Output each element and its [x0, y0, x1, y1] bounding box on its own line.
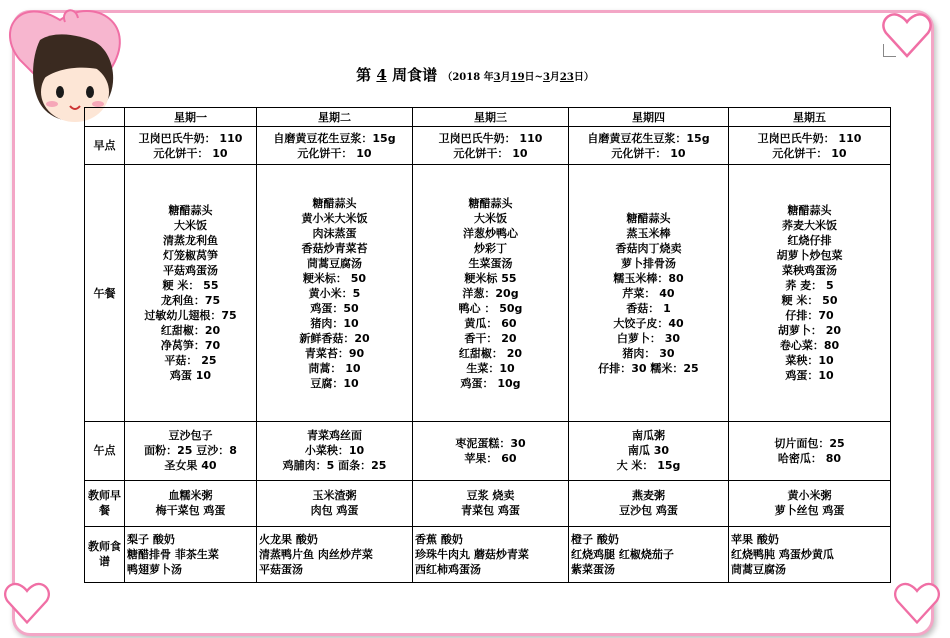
meal-cell — [257, 422, 413, 480]
header-row — [85, 108, 891, 127]
menu-line: 灯笼椒莴笋 — [163, 249, 218, 263]
menu-line: 肉包 鸡蛋 — [310, 504, 359, 518]
meal-cell — [257, 127, 413, 165]
meal-cell — [257, 165, 413, 422]
menu-line: 大米饭 — [174, 219, 207, 233]
meal-cell — [729, 526, 891, 582]
menu-line: 净莴笋：70 — [160, 339, 221, 353]
menu-line: 青菜包 鸡蛋 — [461, 504, 520, 518]
title-day-sep: 日~ — [524, 72, 543, 83]
menu-line: 元化饼干： 10 — [153, 146, 228, 160]
menu-line: 茼蒿： 10 — [308, 361, 361, 375]
menu-line: 平菇： 25 — [164, 354, 217, 368]
menu-line: 西红柿鸡蛋汤 — [415, 562, 481, 576]
menu-line: 红烧仔排 — [787, 234, 832, 248]
menu-line: 萝卜丝包 鸡蛋 — [774, 504, 845, 518]
title-prefix: 第 — [356, 66, 372, 84]
meal-cell — [729, 165, 891, 422]
title-label: 周食谱 — [392, 66, 438, 84]
meal-cell — [569, 422, 729, 480]
menu-line: 大饺子皮：40 — [613, 316, 684, 330]
menu-line: 白萝卜： 30 — [616, 331, 681, 345]
menu-line: 猪肉： 30 — [622, 346, 675, 360]
breakfast-row — [85, 127, 891, 165]
meal-cell — [729, 480, 891, 526]
meal-cell — [413, 422, 569, 480]
menu-line: 鸭心 ： 50g — [458, 301, 523, 315]
teacher-meal-row — [85, 526, 891, 582]
row-label-lunch: 午餐 — [85, 165, 125, 422]
menu-line: 菜秧：10 — [785, 354, 834, 368]
menu-line: 香菇炒青菜苔 — [301, 241, 368, 255]
meal-cell — [257, 480, 413, 526]
menu-line: 糯玉米棒：80 — [613, 271, 684, 285]
menu-line: 洋葱：20g — [462, 286, 519, 300]
menu-line: 糖醋蒜头 — [168, 204, 213, 218]
menu-line: 糖醋蒜头 — [312, 196, 357, 210]
day-header: 星期三 — [413, 108, 569, 127]
heart-icon — [892, 578, 942, 628]
menu-line: 青菜鸡丝面 — [307, 429, 362, 443]
menu-line: 苹果： 60 — [464, 451, 517, 465]
menu-line: 小菜秧：10 — [304, 444, 365, 458]
menu-line: 芹菜： 40 — [622, 286, 675, 300]
meal-cell — [125, 127, 257, 165]
menu-line: 香蕉 酸奶 — [415, 532, 463, 546]
meal-cell — [257, 526, 413, 582]
menu-line: 炒彩丁 — [474, 241, 507, 255]
menu-line: 蒸玉米棒 — [626, 226, 671, 240]
teacher-breakfast-row — [85, 480, 891, 526]
meal-cell — [413, 480, 569, 526]
row-label-teacher-meal: 教师食谱 — [85, 526, 125, 582]
menu-line: 香干： 20 — [464, 331, 517, 345]
lunch-row — [85, 165, 891, 422]
menu-line: 切片面包：25 — [774, 436, 845, 450]
menu-line: 糖醋排骨 菲茶生菜 — [127, 547, 219, 561]
menu-line: 火龙果 酸奶 — [259, 532, 318, 546]
menu-line: 红烧鸭肫 鸡蛋炒黄瓜 — [731, 547, 834, 561]
meal-cell — [729, 422, 891, 480]
menu-line: 枣泥蛋糕：30 — [455, 436, 526, 450]
day-header: 星期一 — [125, 108, 257, 127]
menu-line: 大米饭 — [474, 211, 507, 225]
menu-line: 粳 米： 50 — [781, 294, 838, 308]
menu-line: 面粉：25 豆沙：8 — [144, 444, 237, 458]
day-header: 星期二 — [257, 108, 413, 127]
menu-line: 梨子 酸奶 — [127, 532, 175, 546]
menu-line: 哈密瓜： 80 — [777, 451, 842, 465]
menu-line: 平菇蛋汤 — [259, 562, 303, 576]
menu-line: 鸡脯肉：5 面条：25 — [282, 459, 387, 473]
menu-line: 仔排：70 — [785, 309, 834, 323]
menu-line: 鸡蛋：50 — [310, 301, 359, 315]
menu-line: 鸭翅萝卜汤 — [127, 562, 182, 576]
menu-line: 卫岗巴氏牛奶： 110 — [438, 131, 543, 145]
menu-line: 橙子 酸奶 — [571, 532, 619, 546]
title-start-day: 19 — [510, 72, 525, 83]
meal-cell — [413, 127, 569, 165]
menu-line: 南瓜粥 — [632, 429, 665, 443]
menu-line: 肉沫蒸蛋 — [312, 226, 357, 240]
menu-line: 元化饼干： 10 — [611, 146, 686, 160]
menu-line: 仔排：30 糯米：25 — [598, 361, 699, 375]
menu-line: 糖醋蒜头 — [787, 204, 832, 218]
menu-line: 豆腐：10 — [310, 376, 359, 390]
weekly-menu-table — [84, 107, 891, 583]
menu-line: 黄瓜： 60 — [464, 316, 517, 330]
heart-icon — [2, 578, 52, 628]
menu-line: 自磨黄豆花生豆浆：15g — [273, 131, 396, 145]
menu-line: 清蒸鸭片鱼 肉丝炒芹菜 — [259, 547, 373, 561]
menu-line: 萝卜排骨汤 — [621, 256, 676, 270]
menu-line: 胡萝卜炒包菜 — [776, 249, 843, 263]
menu-line: 南瓜 30 — [627, 444, 670, 458]
menu-line: 元化饼干： 10 — [453, 146, 528, 160]
day-header: 星期四 — [569, 108, 729, 127]
menu-line: 粳 米： 55 — [162, 279, 219, 293]
menu-line: 卫岗巴氏牛奶： 110 — [757, 131, 862, 145]
menu-line: 糖醋蒜头 — [626, 211, 671, 225]
title-date-range — [442, 72, 594, 83]
meal-cell — [125, 526, 257, 582]
menu-line: 粳米标 55 — [464, 271, 517, 285]
menu-line: 青菜苔：90 — [304, 346, 365, 360]
meal-cell — [729, 127, 891, 165]
menu-line: 卷心菜：80 — [779, 339, 840, 353]
margin-corner-mark — [883, 44, 896, 57]
menu-line: 鸡蛋 10 — [169, 369, 212, 383]
menu-line: 玉米渣粥 — [312, 489, 357, 503]
menu-line: 豆沙包子 — [168, 429, 213, 443]
menu-line: 平菇鸡蛋汤 — [163, 264, 218, 278]
menu-line: 生菜：10 — [466, 361, 515, 375]
menu-line: 荞 麦： 5 — [785, 279, 834, 293]
menu-line: 黄小米：5 — [308, 286, 361, 300]
snack-row — [85, 422, 891, 480]
menu-line: 自磨黄豆花生豆浆：15g — [587, 131, 710, 145]
corner-cell — [85, 108, 125, 127]
meal-cell — [413, 526, 569, 582]
menu-line: 茼蒿豆腐汤 — [731, 562, 786, 576]
title-end-close: 日） — [573, 72, 594, 83]
menu-line: 豆沙包 鸡蛋 — [619, 504, 678, 518]
menu-line: 糖醋蒜头 — [468, 196, 513, 210]
menu-line: 元化饼干： 10 — [772, 146, 847, 160]
page-title — [0, 64, 950, 85]
title-week: 4 — [376, 66, 387, 84]
menu-line: 珍珠牛肉丸 蘑菇炒青菜 — [415, 547, 529, 561]
menu-line: 鸡蛋：10 — [785, 369, 834, 383]
menu-line: 紫菜蛋汤 — [571, 562, 615, 576]
meal-cell — [569, 526, 729, 582]
menu-line: 血糯米粥 — [168, 489, 213, 503]
meal-cell — [569, 127, 729, 165]
menu-line: 红烧鸡腿 红椒烧茄子 — [571, 547, 674, 561]
meal-cell — [569, 480, 729, 526]
menu-line: 豆浆 烧卖 — [466, 489, 515, 503]
menu-line: 菜秧鸡蛋汤 — [782, 264, 837, 278]
title-month-char: 月 — [500, 72, 511, 83]
menu-line: 洋葱炒鸭心 — [463, 226, 518, 240]
menu-line: 黄小米大米饭 — [301, 211, 368, 225]
menu-line: 荞麦大米饭 — [782, 219, 837, 233]
menu-line: 红甜椒：20 — [160, 324, 221, 338]
menu-line: 过敏幼儿翅根：75 — [144, 309, 237, 323]
menu-line: 猪肉：10 — [310, 316, 359, 330]
meal-cell — [569, 165, 729, 422]
title-start-month: 3 — [493, 72, 501, 83]
menu-line: 圣女果 40 — [164, 459, 217, 473]
menu-line: 卫岗巴氏牛奶： 110 — [138, 131, 243, 145]
row-label-snack: 午点 — [85, 422, 125, 480]
menu-line: 元化饼干： 10 — [297, 146, 372, 160]
meal-cell — [125, 422, 257, 480]
row-label-breakfast: 早点 — [85, 127, 125, 165]
day-header: 星期五 — [729, 108, 891, 127]
title-month-char: 月 — [549, 72, 560, 83]
menu-line: 粳米标： 50 — [302, 271, 367, 285]
meal-cell — [413, 165, 569, 422]
meal-cell — [125, 480, 257, 526]
menu-line: 大 米： 15g — [616, 459, 681, 473]
menu-line: 香菇肉丁烧卖 — [615, 241, 682, 255]
menu-line: 黄小米粥 — [787, 489, 832, 503]
menu-line: 清蒸龙利鱼 — [163, 234, 218, 248]
title-year: （2018 年 — [442, 72, 494, 83]
menu-line: 燕麦粥 — [632, 489, 665, 503]
menu-line: 梅干菜包 鸡蛋 — [155, 504, 226, 518]
title-end-day: 23 — [559, 72, 574, 83]
title-end-month: 3 — [542, 72, 550, 83]
menu-line: 龙利鱼：75 — [160, 294, 221, 308]
menu-line: 生菜蛋汤 — [468, 256, 513, 270]
menu-line: 茼蒿豆腐汤 — [307, 256, 362, 270]
menu-line: 香菇： 1 — [626, 301, 671, 315]
row-label-teacher-breakfast: 教师早餐 — [85, 480, 125, 526]
menu-line: 鸡蛋： 10g — [460, 376, 521, 390]
menu-line: 红甜椒： 20 — [458, 346, 523, 360]
menu-line: 新鲜香菇：20 — [299, 331, 370, 345]
menu-line: 苹果 酸奶 — [731, 532, 779, 546]
menu-line: 胡萝卜： 20 — [777, 324, 842, 338]
meal-cell — [125, 165, 257, 422]
